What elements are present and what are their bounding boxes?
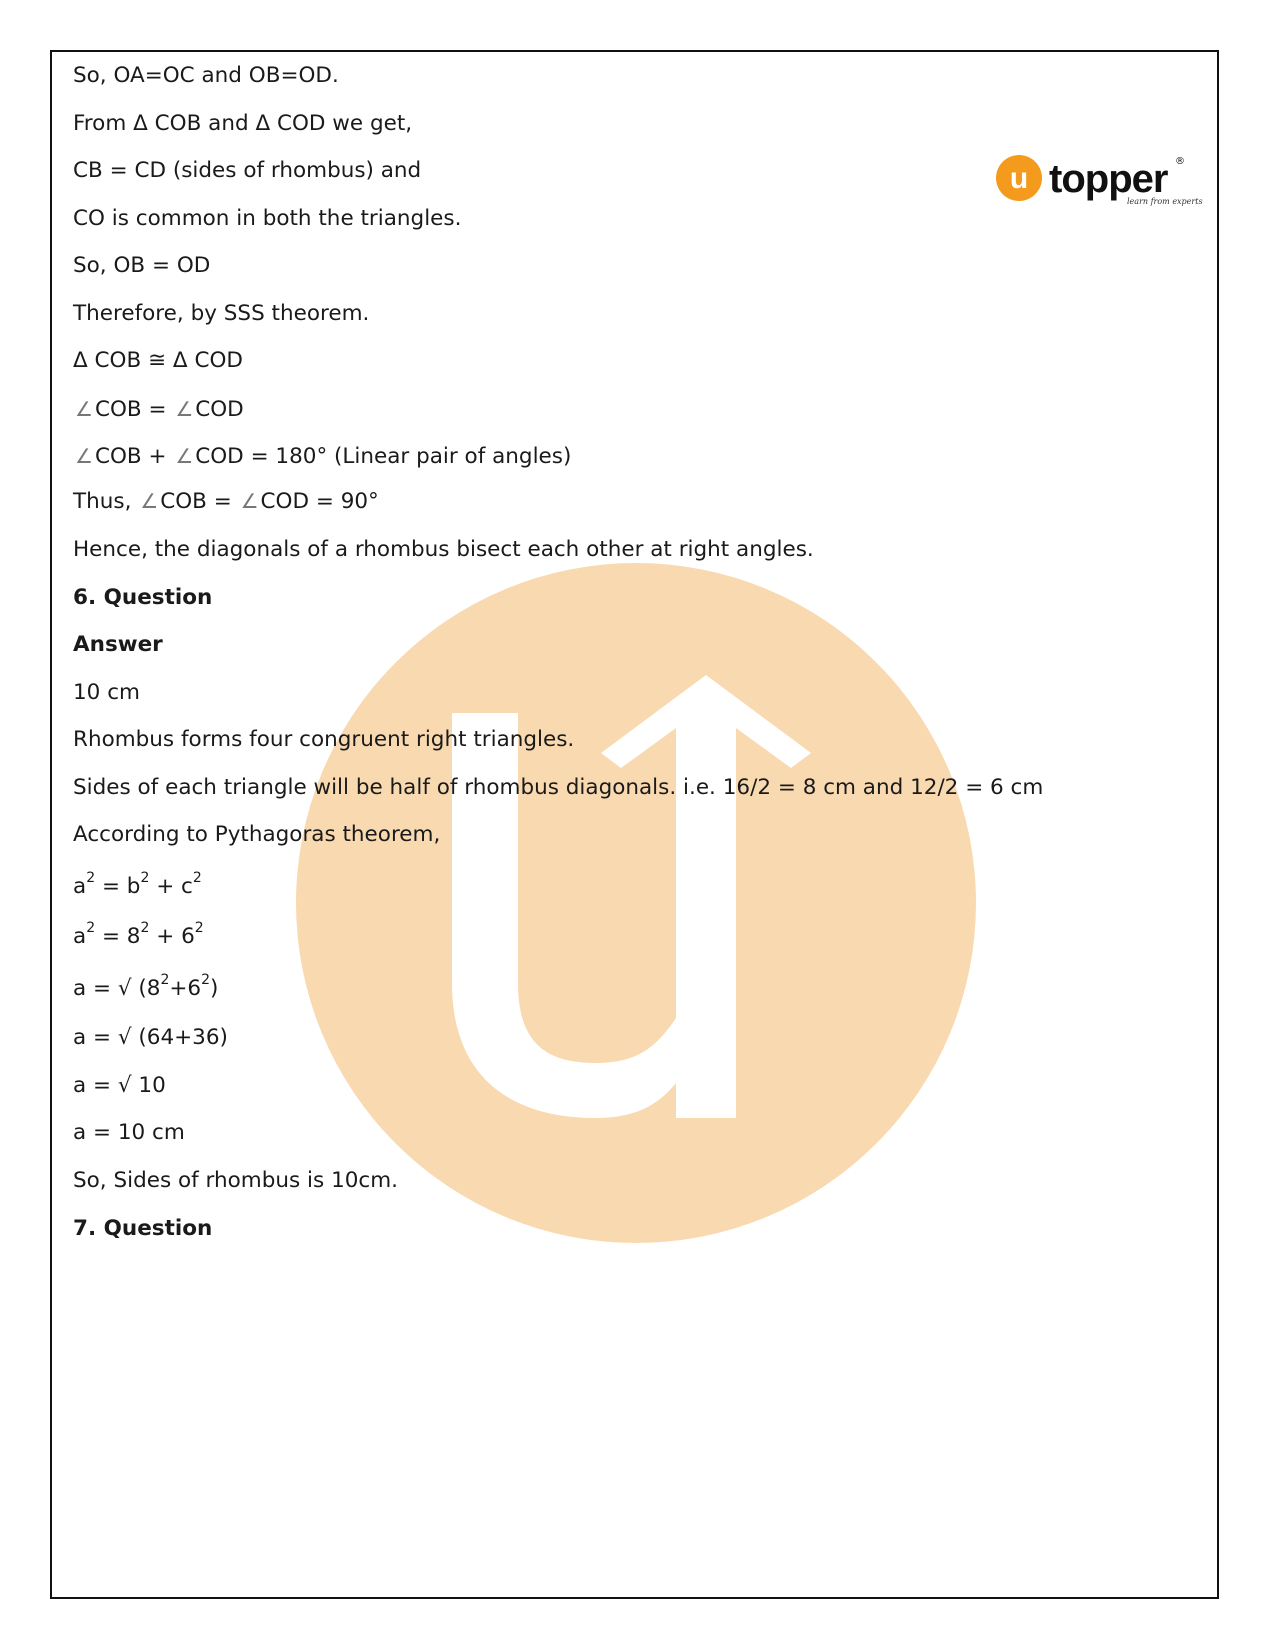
u-arrow-watermark-icon [296,563,976,1243]
text-span: COD = 90° [260,489,379,514]
equation-line [73,971,219,1002]
angle-icon: ∠ [140,489,159,513]
text-line: So, OA=OC and OB=OD. [73,63,339,88]
text-span: a [73,924,87,949]
angle-icon: ∠ [75,397,93,421]
text-span: + 6 [149,924,195,949]
angle-icon: ∠ [75,444,93,468]
superscript: 2 [160,971,170,988]
question-heading: 6. Question [73,585,213,610]
text-span: COB = [160,489,239,514]
text-line: According to Pythagoras theorem, [73,822,441,847]
text-span: = b [95,874,141,899]
text-line: 10 cm [73,680,140,705]
text-span: Thus, [73,489,139,514]
superscript: 2 [140,869,150,886]
svg-text:u: u [1009,162,1029,195]
text-span: COB = [94,397,174,422]
equation-line: a = 10 cm [73,1120,185,1145]
text-span: = 8 [95,924,141,949]
question-heading: 7. Question [73,1216,213,1241]
answer-heading: Answer [73,632,163,657]
text-span: ) [210,976,219,1001]
text-line: CO is common in both the triangles. [73,206,462,231]
equation-line: a = √ 10 [73,1073,166,1098]
text-span: COD = 180° (Linear pair of angles) [195,444,572,469]
superscript: 2 [140,919,150,936]
svg-text:topper: topper [1049,157,1168,201]
text-line: Therefore, by SSS theorem. [73,301,370,326]
equation-line [73,919,204,950]
text-line: CB = CD (sides of rhombus) and [73,158,422,183]
svg-text:learn from experts: learn from experts [1127,197,1203,206]
text-span: a [73,874,87,899]
utopper-logo [995,152,1203,212]
superscript: 2 [194,919,204,936]
angle-icon: ∠ [175,444,194,468]
superscript: 2 [86,869,96,886]
superscript: 2 [192,869,202,886]
text-line: So, OB = OD [73,253,211,278]
text-line: So, Sides of rhombus is 10cm. [73,1168,399,1193]
text-span: + c [149,874,193,899]
angle-icon: ∠ [240,489,259,513]
angle-equality-line [73,396,244,422]
right-angle-line [73,488,379,514]
text-span: +6 [169,976,202,1001]
text-line: Rhombus forms four congruent right triangles. [73,727,575,752]
superscript: 2 [86,919,96,936]
equation-line [73,869,202,900]
text-span: COB + [94,444,174,469]
text-span: a = √ (8 [73,976,161,1001]
angle-icon: ∠ [175,397,194,421]
equation-line: a = √ (64+36) [73,1025,228,1050]
text-span: COD [195,397,244,422]
superscript: 2 [201,971,211,988]
congruence-statement: Δ COB ≅ Δ COD [73,348,243,373]
text-line: From Δ COB and Δ COD we get, [73,111,413,136]
svg-text:®: ® [1175,156,1185,167]
linear-pair-line [73,443,571,469]
text-line: Sides of each triangle will be half of rhombus diagonals. i.e. 16/2 = 8 cm and 12/2 = 6 cm [73,775,1044,800]
conclusion-line: Hence, the diagonals of a rhombus bisect each other at right angles. [73,537,814,562]
